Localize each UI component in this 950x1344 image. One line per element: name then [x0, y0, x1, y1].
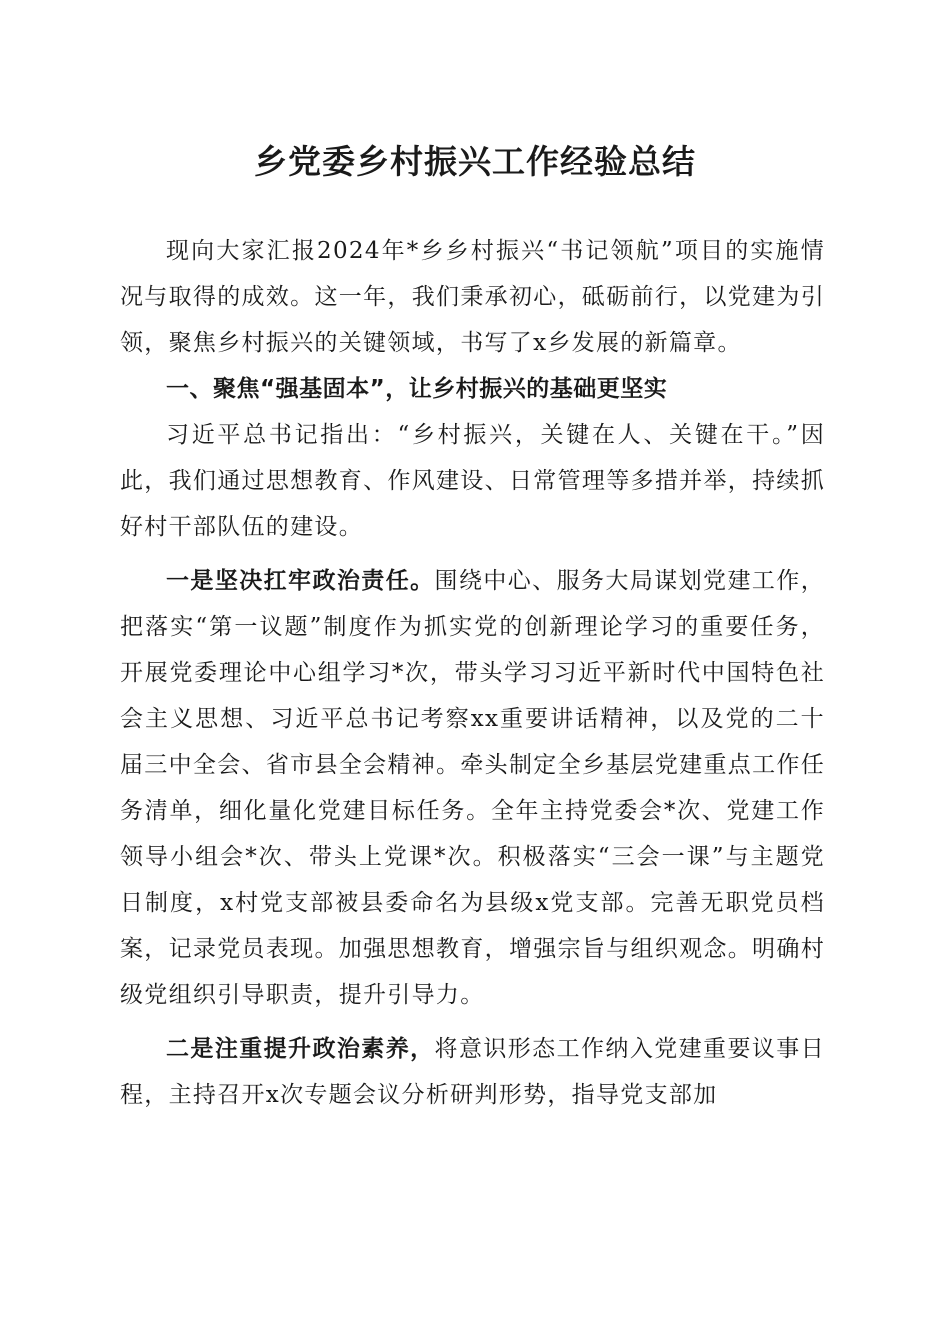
point-one-lead: 一是坚决扛牢政治责任。	[166, 567, 435, 594]
intro-paragraph: 现向大家汇报2024年*乡乡村振兴“书记领航”项目的实施情况与取得的成效。这一年，我们秉承初心，砥砺前行，以党建为引领，聚焦乡村振兴的关键领域，书写了x乡发展的新篇章。	[120, 238, 825, 356]
point-one-paragraph	[120, 558, 825, 1018]
document-title: 乡党委乡村振兴工作经验总结	[254, 142, 696, 181]
section-paragraph: 习近平总书记指出：“乡村振兴，关键在人、关键在干。”因此，我们通过思想教育、作风建设、日常管理等多措并举，持续抓好村干部队伍的建设。	[120, 422, 825, 540]
point-one-text: 围绕中心、服务大局谋划党建工作，把落实“第一议题”制度作为抓实党的创新理论学习的重要任务，开展党委理论中心组学习*次，带头学习习近平新时代中国特色社会主义思想、习近平总书记考察xx重要讲话精神，以及党的二十届三中全会、省市县全会精神。牵头制定全乡基层党建重点工作任务清单，细化量化党建目标任务。全年主持党委会*次、党建工作领导小组会*次、带头上党课*次。积极落实“三会一课”与主题党日制度，x村党支部被县委命名为县级x党支部。完善无职党员档案，记录党员表现。加强思想教育，增强宗旨与组织观念。明确村级党组织引导职责，提升引导力。	[120, 568, 825, 1008]
point-two-paragraph	[120, 1026, 825, 1118]
point-two-lead: 二是注重提升政治素养，	[166, 1035, 435, 1062]
point-two-text: 将意识形态工作纳入党建重要议事日程，主持召开x次专题会议分析研判形势，指导党支部加	[120, 1036, 825, 1108]
section-heading: 一、聚焦“强基固本”，让乡村振兴的基础更坚实	[166, 376, 668, 402]
document-body	[120, 228, 825, 1118]
